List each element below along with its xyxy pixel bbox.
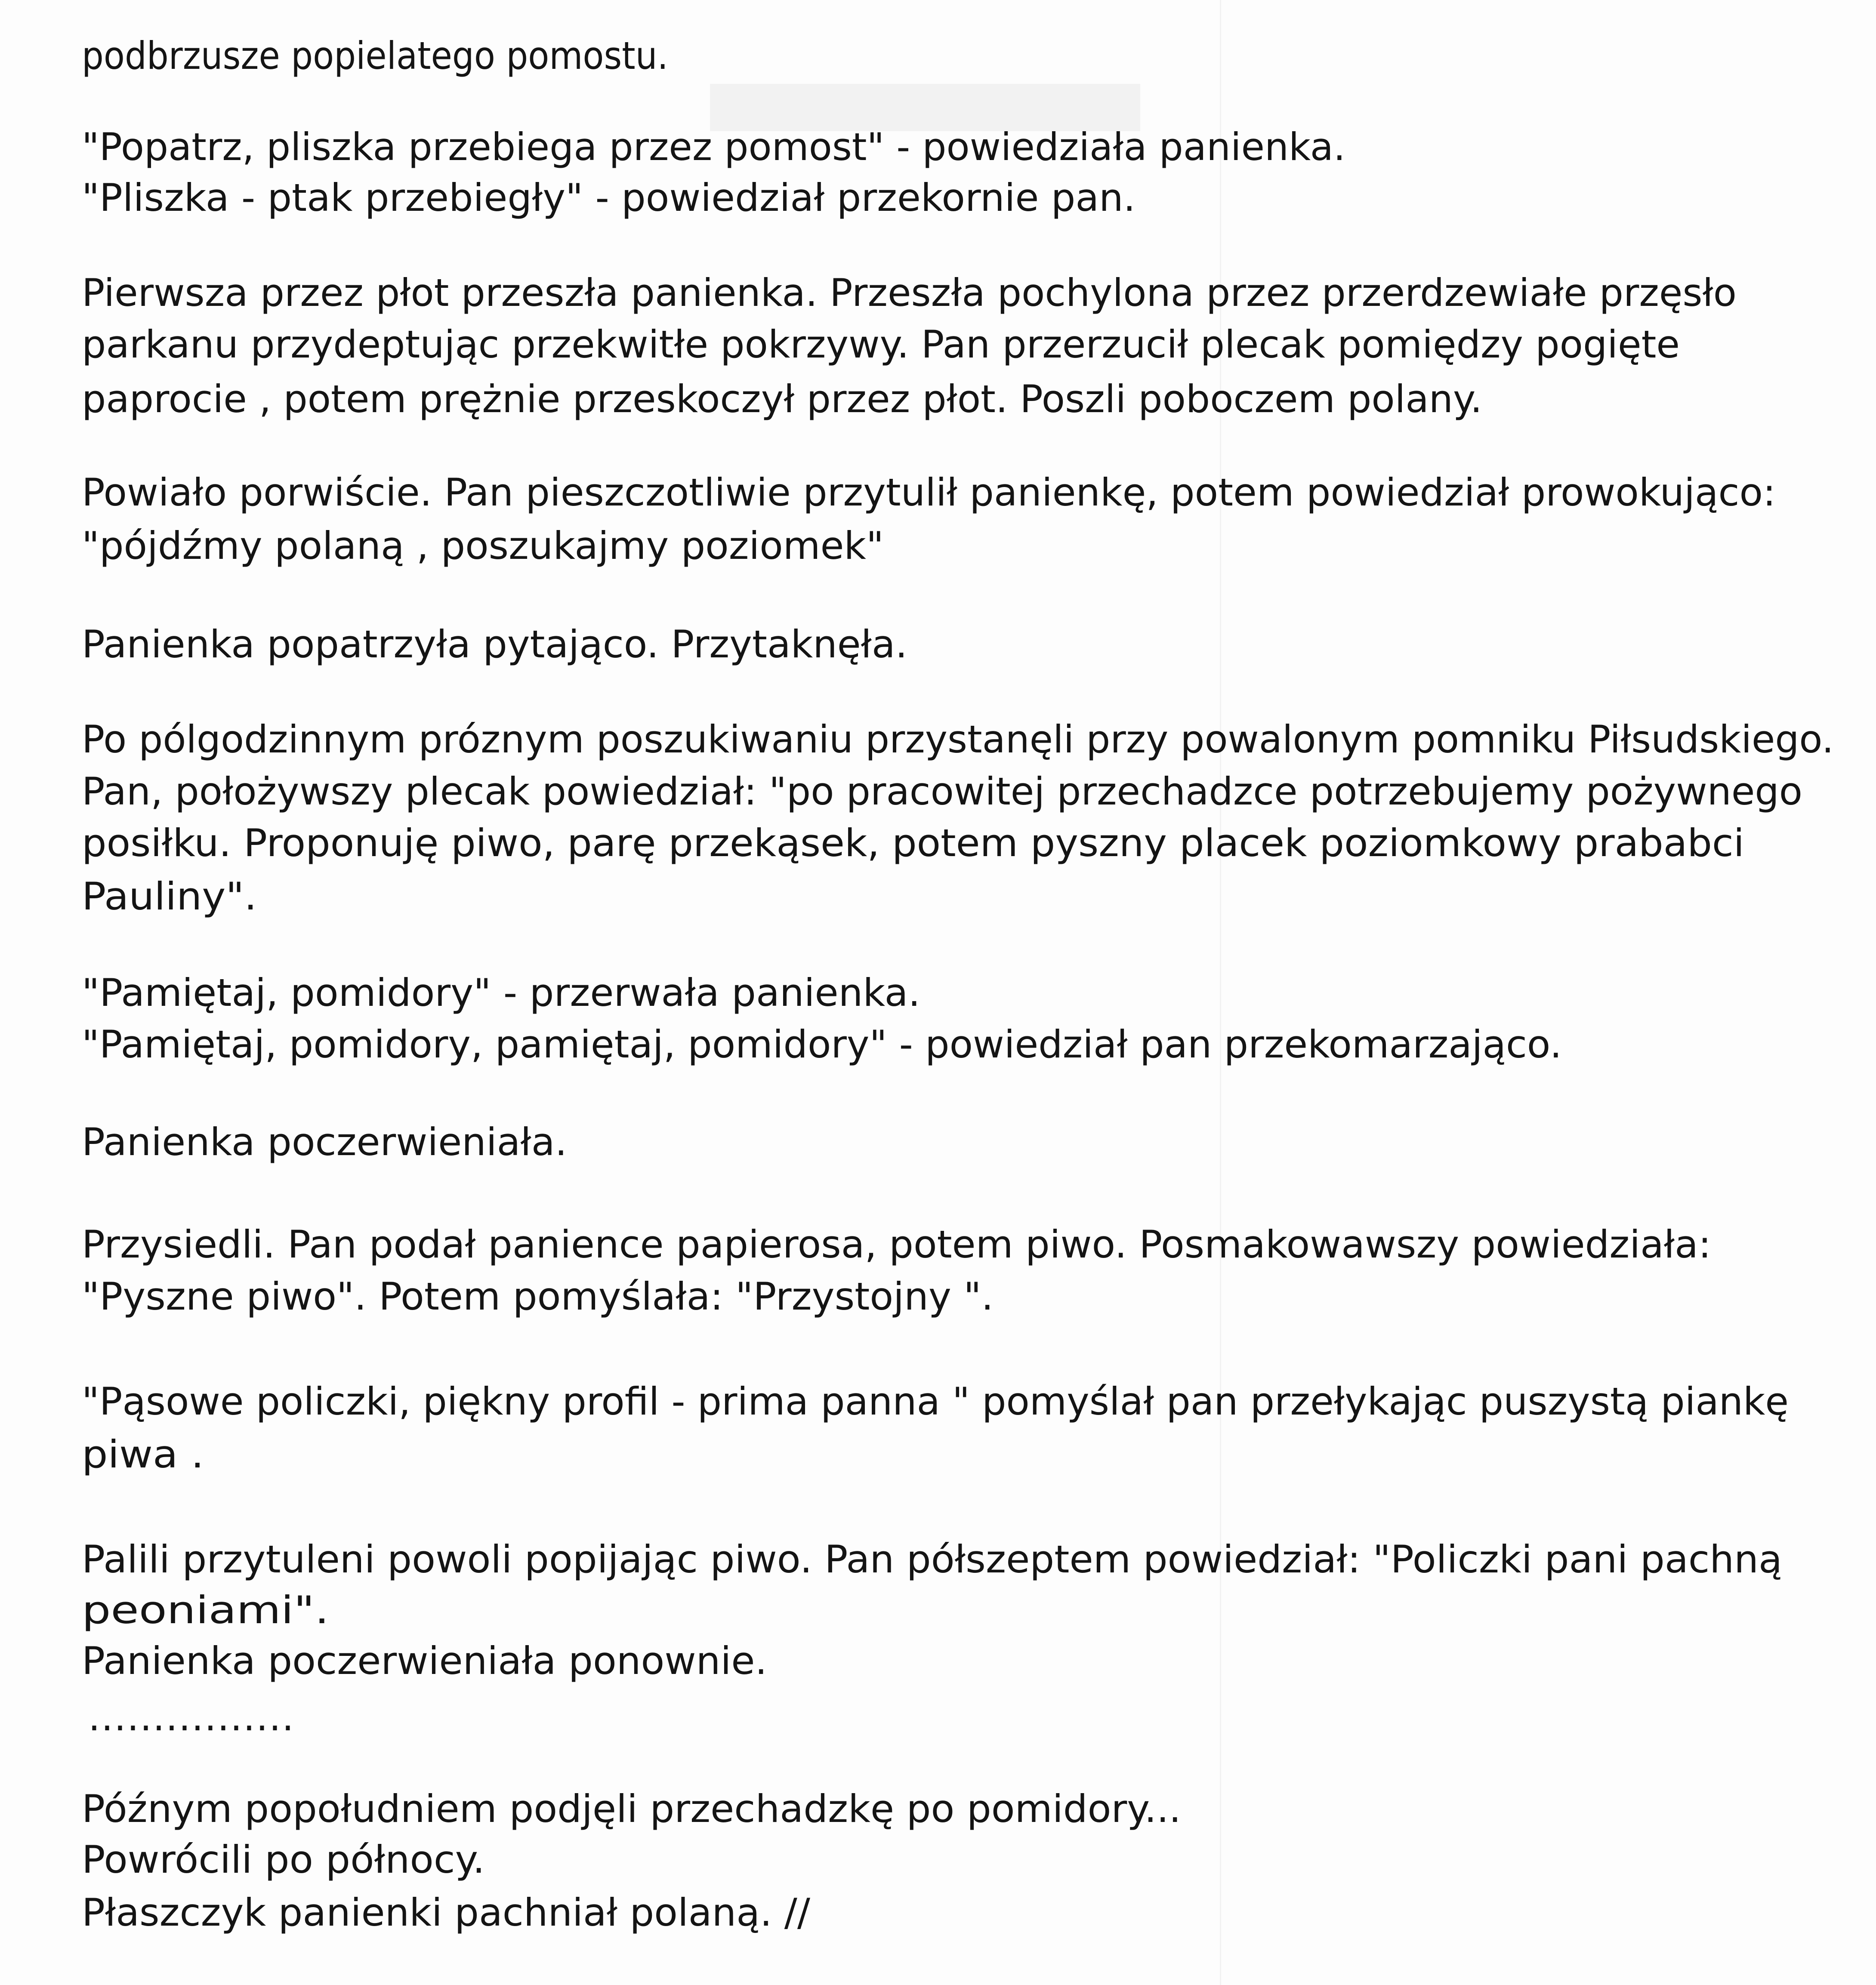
text-line: podbrzusze popielatego pomostu. — [82, 34, 668, 78]
text-line: piwa . — [82, 1432, 204, 1476]
text-line: "pójdźmy polaną , poszukajmy poziomek" — [82, 524, 884, 568]
text-line: "Pamiętaj, pomidory, pamiętaj, pomidory" - powiedział pan przekomarzająco. — [82, 1022, 1562, 1066]
text-line: posiłku. Proponuję piwo, parę przekąsek, potem pyszny placek poziomkowy prababci — [82, 821, 1744, 865]
text-line: "Pamiętaj, pomidory" - przerwała panienka. — [82, 971, 920, 1015]
text-line: paprocie , potem prężnie przeskoczył przez płot. Poszli poboczem polany. — [82, 377, 1483, 421]
text-line: Powrócili po północy. — [82, 1837, 485, 1882]
text-line: Pan, położywszy plecak powiedział: "po pracowitej przechadzce potrzebujemy pożywnego — [82, 769, 1802, 814]
text-line: Palili przytuleni powoli popijając piwo. Pan półszeptem powiedział: "Policzki pani pachną — [82, 1537, 1782, 1581]
text-line: Panienka popatrzyła pytająco. Przytaknęła. — [82, 622, 907, 666]
text-line: "Popatrz, pliszka przebiega przez pomost" - powiedziała panienka. — [82, 125, 1345, 169]
text-line: "Pyszne piwo". Potem pomyślała: "Przystojny ". — [82, 1274, 994, 1319]
text-line: Przysiedli. Pan podał panience papierosa, potem piwo. Posmakowawszy powiedziała: — [82, 1222, 1711, 1267]
text-line: Powiało porwiście. Pan pieszczotliwie przytulił panienkę, potem powiedział prowokująco: — [82, 470, 1776, 515]
text-line: Panienka poczerwieniała. — [82, 1120, 567, 1164]
text-line-ellipsis: ................ — [88, 1695, 294, 1739]
text-line: Panienka poczerwieniała ponownie. — [82, 1639, 767, 1683]
text-line: Płaszczyk panienki pachniał polaną. // — [82, 1890, 811, 1935]
text-line: peoniami". — [82, 1588, 329, 1632]
text-line: "Pliszka - ptak przebiegły" - powiedział przekornie pan. — [82, 176, 1135, 220]
text-line: Późnym popołudniem podjęli przechadzkę po pomidory... — [82, 1787, 1181, 1831]
text-line: Pauliny". — [82, 874, 257, 919]
text-line: "Pąsowe policzki, piękny profil - prima panna " pomyślał pan przełykając puszystą piankę — [82, 1379, 1789, 1424]
text-line: Pierwsza przez płot przeszła panienka. Przeszła pochylona przez przerdzewiałe przęsło — [82, 271, 1737, 315]
text-line: parkanu przydeptując przekwitłe pokrzywy. Pan przerzucił plecak pomiędzy pogięte — [82, 322, 1680, 367]
text-line: Po pólgodzinnym próznym poszukiwaniu przystanęli przy powalonym pomniku Piłsudskiego. — [82, 717, 1834, 761]
